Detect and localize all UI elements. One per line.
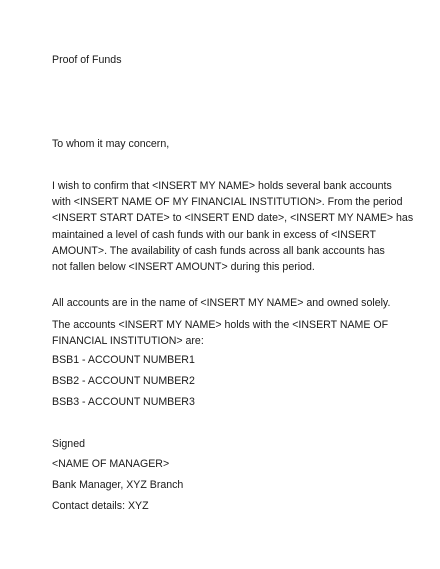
paragraph-line: with <INSERT NAME OF MY FINANCIAL INSTITUTION>. From the period bbox=[52, 196, 403, 209]
ownership-paragraph: All accounts are in the name of <INSERT MY NAME> and owned solely. bbox=[52, 297, 391, 309]
signed-label: Signed bbox=[52, 438, 85, 450]
paragraph-line: The accounts <INSERT MY NAME> holds with the <INSERT NAME OF bbox=[52, 319, 389, 331]
paragraph-line: FINANCIAL INSTITUTION> are: bbox=[52, 335, 204, 348]
paragraph-line: I wish to confirm that <INSERT MY NAME> holds several bank accounts bbox=[52, 180, 392, 192]
salutation: To whom it may concern, bbox=[52, 138, 170, 150]
paragraph-line: not fallen below <INSERT AMOUNT> during this period. bbox=[52, 261, 315, 274]
paragraph-line: <INSERT START DATE> to <INSERT END date>, <INSERT MY NAME> has bbox=[52, 212, 414, 225]
accounts-intro-paragraph bbox=[52, 317, 392, 349]
account-item: BSB1 - ACCOUNT NUMBER1 bbox=[52, 354, 195, 366]
account-item: BSB2 - ACCOUNT NUMBER2 bbox=[52, 375, 195, 387]
account-item: BSB3 - ACCOUNT NUMBER3 bbox=[52, 396, 195, 408]
manager-name: <NAME OF MANAGER> bbox=[52, 458, 170, 470]
paragraph-line: AMOUNT>. The availability of cash funds across all bank accounts has bbox=[52, 244, 385, 257]
confirmation-paragraph bbox=[52, 178, 414, 275]
contact-details: Contact details: XYZ bbox=[52, 500, 149, 512]
manager-position: Bank Manager, XYZ Branch bbox=[52, 479, 184, 491]
paragraph-line: maintained a level of cash funds with our bank in excess of <INSERT bbox=[52, 228, 376, 241]
document-title: Proof of Funds bbox=[52, 54, 122, 66]
